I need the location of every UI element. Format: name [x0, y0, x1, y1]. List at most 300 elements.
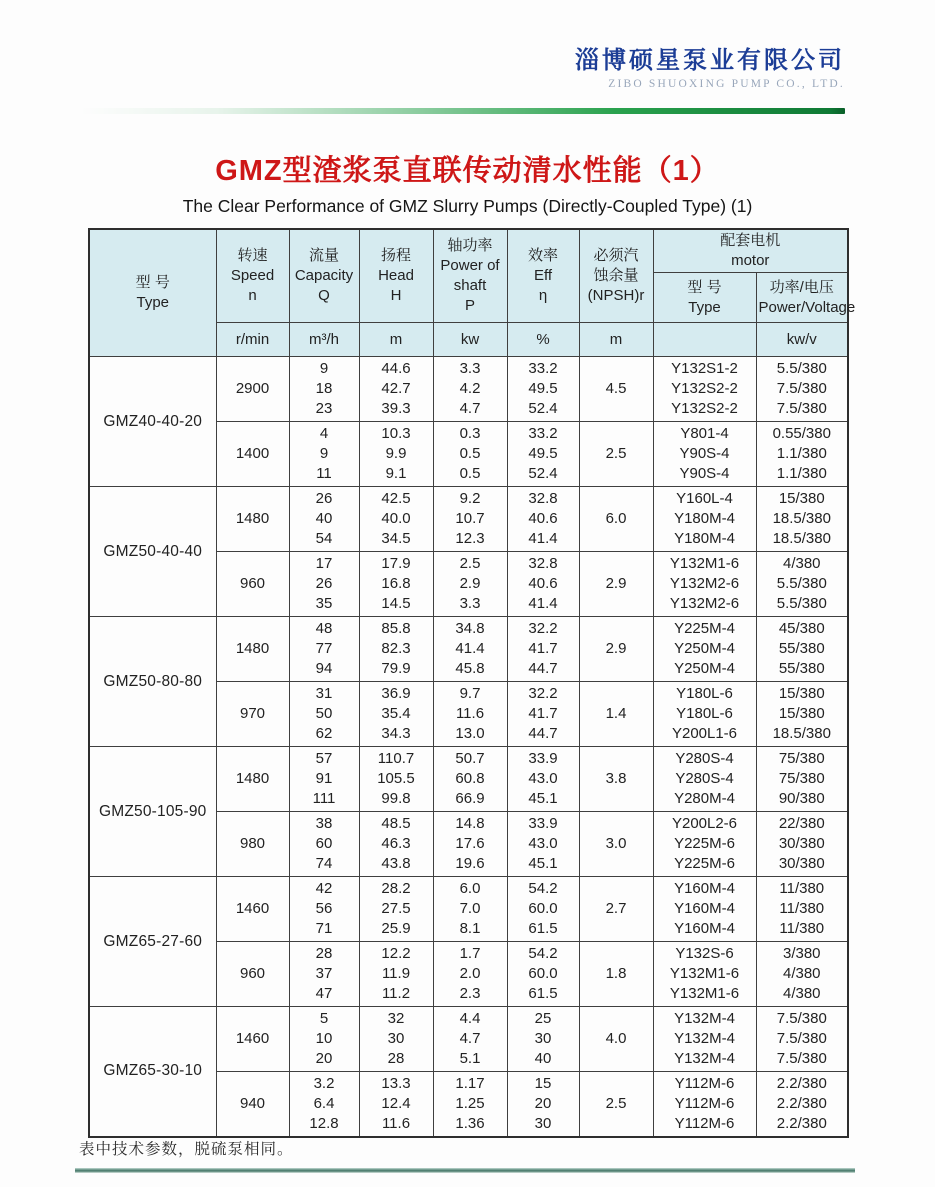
cell-line: 0.3 — [459, 425, 481, 442]
cell-line: 7.5/380 — [776, 380, 827, 397]
cell-line: Y132M1-6 — [669, 965, 740, 982]
cell-line: 5.1 — [459, 1050, 481, 1067]
cell-line: 2.0 — [459, 965, 481, 982]
shaft-power-cell — [433, 877, 507, 942]
cell-line: 28 — [315, 945, 333, 962]
cell-line: 52.4 — [528, 465, 558, 482]
cell-line: 75/380 — [778, 770, 825, 787]
col-header-line: Power of — [440, 257, 500, 274]
cell-line: Y225M-6 — [674, 855, 735, 872]
motor-pv-cell — [756, 747, 848, 812]
motor-pv-cell — [756, 682, 848, 747]
motor-type-cell — [653, 942, 756, 1007]
cell-line: 45.1 — [528, 790, 558, 807]
cell-line: 1.25 — [455, 1094, 485, 1112]
col-header-line: 功率/电压 — [769, 278, 834, 296]
cell-line: 11/380 — [779, 920, 825, 937]
capacity-cell — [289, 682, 359, 747]
shaft-power-cell — [433, 812, 507, 877]
cell-line: Y90S-4 — [679, 445, 730, 462]
motor-type-cell — [653, 1007, 756, 1072]
cell-line: 7.5/380 — [776, 400, 827, 417]
cell-line: Y132M-4 — [674, 1030, 735, 1047]
pump-type: GMZ65-30-10 — [89, 1007, 216, 1137]
cell-line: 110.7 — [377, 750, 415, 767]
motor-type-cell — [653, 487, 756, 552]
cell-line: 13.0 — [455, 725, 485, 742]
cell-line: 32.2 — [528, 685, 558, 702]
col-header-line: Type — [688, 298, 721, 316]
cell-line: Y180M-4 — [674, 530, 735, 547]
cell-line: 5 — [319, 1010, 329, 1027]
col-header-line: 转速 — [237, 247, 268, 264]
cell-line: 14.8 — [455, 815, 485, 832]
col-header-line: 型 号 — [687, 278, 722, 296]
head-cell — [359, 942, 433, 1007]
cell-line: 12.2 — [381, 945, 411, 962]
col-header-line: 型 号 — [135, 274, 170, 291]
col-header-shaft-power — [433, 229, 507, 323]
cell-line: 1400 — [235, 445, 270, 462]
cell-line: 13.3 — [381, 1074, 411, 1092]
cell-line: 42 — [315, 880, 333, 897]
cell-line: 10.7 — [455, 510, 485, 527]
motor-pv-cell — [756, 942, 848, 1007]
cell-line: 35 — [315, 595, 333, 612]
cell-line: 1460 — [235, 900, 270, 917]
cell-line: 2.9 — [459, 575, 481, 592]
shaft-power-cell — [433, 422, 507, 487]
cell-line: 45.1 — [528, 855, 558, 872]
cell-line: 2.2/380 — [776, 1074, 827, 1092]
head-cell — [359, 1072, 433, 1137]
pump-type: GMZ50-105-90 — [89, 747, 216, 877]
col-header-head — [359, 229, 433, 323]
cell-line: 60.8 — [455, 770, 485, 787]
col-header-npsh — [579, 229, 653, 323]
cell-line: 17 — [315, 555, 333, 572]
cell-line: 1480 — [235, 510, 270, 527]
cell-line: 9 — [319, 360, 329, 377]
cell-line: Y132S2-2 — [671, 380, 738, 397]
cell-line: 42.7 — [381, 380, 411, 397]
cell-line: 3/380 — [782, 945, 821, 962]
cell-line: 74 — [315, 855, 333, 872]
npsh-cell — [579, 942, 653, 1007]
pump-type: GMZ40-40-20 — [89, 357, 216, 487]
cell-line: 16.8 — [381, 575, 411, 592]
cell-line: 14.5 — [381, 595, 411, 612]
capacity-cell — [289, 812, 359, 877]
col-header-line: 流量 — [308, 247, 339, 264]
cell-line: 12.4 — [381, 1094, 411, 1112]
eff-cell — [507, 877, 579, 942]
col-header-speed — [216, 229, 289, 323]
cell-line: 48 — [315, 620, 333, 637]
cell-line: 2.3 — [459, 985, 481, 1002]
cell-line: 2.2/380 — [776, 1114, 827, 1132]
cell-line: 1.7 — [459, 945, 481, 962]
col-header-line: Power/Voltage — [758, 298, 856, 316]
cell-line: 37 — [315, 965, 333, 982]
shaft-power-cell — [433, 1007, 507, 1072]
capacity-cell — [289, 747, 359, 812]
unit-capacity: m³/h — [289, 323, 359, 357]
cell-line: 34.5 — [381, 530, 411, 547]
cell-line: 50.7 — [455, 750, 485, 767]
motor-pv-cell — [756, 552, 848, 617]
cell-line: 91 — [315, 770, 333, 787]
cell-line: 40.6 — [528, 575, 558, 592]
cell-line: 9.2 — [459, 490, 481, 507]
speed-cell — [216, 487, 289, 552]
cell-line: 18.5/380 — [772, 725, 831, 742]
shaft-power-cell — [433, 1072, 507, 1137]
cell-line: 2.7 — [605, 900, 627, 917]
cell-line: Y180L-6 — [676, 685, 733, 702]
motor-type-cell — [653, 422, 756, 487]
cell-line: Y132M1-6 — [669, 985, 740, 1002]
cell-line: 111 — [312, 790, 336, 807]
cell-line: 44.6 — [381, 360, 411, 377]
cell-line: 44.7 — [528, 725, 558, 742]
capacity-cell — [289, 552, 359, 617]
cell-line: 11.9 — [381, 965, 411, 982]
cell-line: 30 — [534, 1114, 552, 1132]
cell-line: 60.0 — [528, 900, 558, 917]
cell-line: 41.7 — [528, 705, 558, 722]
col-header-line: motor — [731, 252, 770, 269]
cell-line: 90/380 — [778, 790, 825, 807]
col-header-line: 配套电机 — [720, 232, 781, 249]
cell-line: 11.6 — [381, 1114, 411, 1132]
col-header-line: Speed — [230, 267, 275, 284]
cell-line: Y132M2-6 — [669, 595, 740, 612]
head-cell — [359, 357, 433, 422]
cell-line: 31 — [315, 685, 333, 702]
cell-line: 61.5 — [528, 985, 558, 1002]
cell-line: 20 — [534, 1094, 552, 1112]
cell-line: 1480 — [235, 640, 270, 657]
cell-line: 30 — [387, 1030, 405, 1047]
footnote: 表中技术参数，脱硫泵相同。 — [79, 1141, 294, 1158]
cell-line: 50 — [315, 705, 333, 722]
cell-line: 34.8 — [455, 620, 485, 637]
pump-type: GMZ50-40-40 — [89, 487, 216, 617]
cell-line: 9 — [319, 445, 329, 462]
col-header-line: 效率 — [527, 247, 558, 264]
cell-line: 41.4 — [528, 530, 558, 547]
speed-cell — [216, 357, 289, 422]
cell-line: 1.17 — [455, 1074, 485, 1092]
motor-pv-cell — [756, 487, 848, 552]
cell-line: 1.8 — [605, 965, 627, 982]
unit-speed: r/min — [216, 323, 289, 357]
cell-line: Y160M-4 — [674, 880, 735, 897]
motor-pv-cell — [756, 357, 848, 422]
cell-line: 6.4 — [313, 1094, 335, 1112]
head-cell — [359, 422, 433, 487]
table-row — [89, 357, 848, 422]
cell-line: 52.4 — [528, 400, 558, 417]
cell-line: Y160L-4 — [676, 490, 733, 507]
col-header-line: Eff — [533, 267, 553, 284]
cell-line: Y90S-4 — [679, 465, 730, 482]
eff-cell — [507, 1007, 579, 1072]
cell-line: 55/380 — [778, 660, 825, 677]
speed-cell — [216, 552, 289, 617]
head-cell — [359, 1007, 433, 1072]
eff-cell — [507, 1072, 579, 1137]
cell-line: 33.2 — [528, 425, 558, 442]
cell-line: 43.0 — [528, 770, 558, 787]
cell-line: 99.8 — [381, 790, 411, 807]
speed-cell — [216, 682, 289, 747]
motor-pv-cell — [756, 812, 848, 877]
speed-cell — [216, 617, 289, 682]
col-header-line: η — [538, 287, 548, 304]
cell-line: Y225M-4 — [674, 620, 735, 637]
cell-line: 4.7 — [459, 400, 481, 417]
cell-line: 22/380 — [778, 815, 825, 832]
cell-line: 1480 — [235, 770, 270, 787]
npsh-cell — [579, 487, 653, 552]
capacity-cell — [289, 1007, 359, 1072]
cell-line: 2900 — [235, 380, 270, 397]
shaft-power-cell — [433, 682, 507, 747]
cell-line: 11/380 — [779, 880, 825, 897]
cell-line: 3.2 — [313, 1074, 335, 1092]
cell-line: 18 — [315, 380, 333, 397]
speed-cell — [216, 1072, 289, 1137]
cell-line: 4.2 — [459, 380, 481, 397]
cell-line: 34.3 — [381, 725, 411, 742]
shaft-power-cell — [433, 617, 507, 682]
speed-cell — [216, 747, 289, 812]
cell-line: 30 — [534, 1030, 552, 1047]
cell-line: 0.55/380 — [772, 425, 831, 442]
cell-line: Y132S1-2 — [671, 360, 738, 377]
table-row — [89, 747, 848, 812]
cell-line: 7.5/380 — [776, 1050, 827, 1067]
speed-cell — [216, 1007, 289, 1072]
eff-cell — [507, 617, 579, 682]
cell-line: 41.7 — [528, 640, 558, 657]
cell-line: Y112M-6 — [674, 1114, 735, 1132]
cell-line: Y250M-4 — [674, 640, 735, 657]
cell-line: 54.2 — [528, 945, 558, 962]
cell-line: 25.9 — [381, 920, 411, 937]
company-name-cn: 淄博硕星泵业有限公司 — [575, 47, 845, 74]
cell-line: 32.2 — [528, 620, 558, 637]
cell-line: 46.3 — [381, 835, 411, 852]
unit-motor-pv: kw/v — [756, 323, 848, 357]
cell-line: 94 — [315, 660, 333, 677]
cell-line: Y132M-4 — [674, 1050, 735, 1067]
cell-line: Y280M-4 — [674, 790, 735, 807]
cell-line: 38 — [315, 815, 333, 832]
cell-line: 3.3 — [459, 595, 481, 612]
cell-line: 10.3 — [381, 425, 411, 442]
col-header-line: H — [390, 287, 402, 304]
cell-line: 7.5/380 — [776, 1030, 827, 1047]
cell-line: 6.0 — [459, 880, 481, 897]
cell-line: 36.9 — [381, 685, 411, 702]
cell-line: 18.5/380 — [772, 530, 831, 547]
unit-shaft-power: kw — [433, 323, 507, 357]
capacity-cell — [289, 617, 359, 682]
motor-type-cell — [653, 357, 756, 422]
cell-line: Y180L-6 — [676, 705, 733, 722]
cell-line: 4.7 — [459, 1030, 481, 1047]
cell-line: 15/380 — [778, 685, 825, 702]
col-header-line: shaft — [453, 277, 487, 294]
npsh-cell — [579, 812, 653, 877]
cell-line: Y132M-4 — [674, 1010, 735, 1027]
cell-line: Y132S-6 — [675, 945, 734, 962]
col-header-line: 必须汽 — [593, 247, 639, 264]
col-header-type — [89, 229, 216, 357]
npsh-cell — [579, 1072, 653, 1137]
performance-table — [88, 228, 856, 1138]
company-header — [575, 46, 845, 90]
cell-line: 940 — [239, 1094, 266, 1112]
col-header-line: Q — [318, 287, 330, 304]
eff-cell — [507, 552, 579, 617]
npsh-cell — [579, 422, 653, 487]
shaft-power-cell — [433, 552, 507, 617]
cell-line: 5.5/380 — [776, 595, 827, 612]
npsh-cell — [579, 552, 653, 617]
shaft-power-cell — [433, 942, 507, 1007]
cell-line: 56 — [315, 900, 333, 917]
cell-line: Y160M-4 — [674, 900, 735, 917]
cell-line: 2.5 — [605, 445, 627, 462]
col-header-line: 轴功率 — [447, 237, 493, 254]
speed-cell — [216, 877, 289, 942]
cell-line: 25 — [534, 1010, 552, 1027]
pump-type: GMZ50-80-80 — [89, 617, 216, 747]
cell-line: 49.5 — [528, 380, 558, 397]
cell-line: 1.36 — [455, 1114, 485, 1132]
npsh-cell — [579, 747, 653, 812]
table-row — [89, 617, 848, 682]
cell-line: Y200L1-6 — [671, 725, 738, 742]
cell-line: 105.5 — [377, 770, 415, 787]
cell-line: 40.0 — [381, 510, 411, 527]
footer-accent-line — [75, 1168, 855, 1173]
col-header-motor-type — [653, 273, 756, 323]
cell-line: 35.4 — [381, 705, 411, 722]
col-header-line: Type — [136, 294, 170, 311]
cell-line: 27.5 — [381, 900, 411, 917]
cell-line: Y280S-4 — [675, 770, 734, 787]
cell-line: 970 — [239, 705, 266, 722]
cell-line: 7.0 — [459, 900, 481, 917]
cell-line: 33.9 — [528, 815, 558, 832]
shaft-power-cell — [433, 487, 507, 552]
cell-line: 32.8 — [528, 490, 558, 507]
cell-line: 6.0 — [605, 510, 627, 527]
cell-line: 43.8 — [381, 855, 411, 872]
cell-line: 2.2/380 — [776, 1094, 827, 1112]
cell-line: 18.5/380 — [772, 510, 831, 527]
cell-line: 57 — [315, 750, 333, 767]
motor-type-cell — [653, 682, 756, 747]
cell-line: 32 — [387, 1010, 405, 1027]
capacity-cell — [289, 422, 359, 487]
col-header-motor-pv — [756, 273, 856, 323]
page-subtitle: The Clear Performance of GMZ Slurry Pumps (Directly-Coupled Type) (1) — [182, 196, 753, 216]
table-body — [89, 357, 848, 1137]
cell-line: 5.5/380 — [776, 360, 827, 377]
eff-cell — [507, 942, 579, 1007]
capacity-cell — [289, 357, 359, 422]
motor-pv-cell — [756, 877, 848, 942]
cell-line: 20 — [315, 1050, 333, 1067]
motor-type-cell — [653, 747, 756, 812]
cell-line: 17.6 — [455, 835, 485, 852]
cell-line: 4.0 — [605, 1030, 627, 1047]
cell-line: Y160M-4 — [674, 920, 735, 937]
eff-cell — [507, 682, 579, 747]
cell-line: 11.2 — [381, 985, 411, 1002]
cell-line: 0.5 — [459, 445, 481, 462]
cell-line: 40 — [315, 510, 333, 527]
cell-line: 85.8 — [381, 620, 411, 637]
cell-line: 11 — [316, 465, 332, 482]
cell-line: 2.5 — [459, 555, 481, 572]
motor-pv-cell — [756, 1007, 848, 1072]
capacity-cell — [289, 942, 359, 1007]
cell-line: 82.3 — [381, 640, 411, 657]
cell-line: 55/380 — [778, 640, 825, 657]
head-cell — [359, 747, 433, 812]
eff-cell — [507, 357, 579, 422]
cell-line: 66.9 — [455, 790, 485, 807]
cell-line: 26 — [315, 575, 333, 592]
col-header-line: Capacity — [294, 267, 354, 284]
eff-cell — [507, 747, 579, 812]
eff-cell — [507, 487, 579, 552]
npsh-cell — [579, 682, 653, 747]
col-header-capacity — [289, 229, 359, 323]
cell-line: 5.5/380 — [776, 575, 827, 592]
page-title: GMZ型渣浆泵直联传动清水性能（1） — [215, 155, 720, 187]
cell-line: Y280S-4 — [675, 750, 734, 767]
cell-line: 54 — [315, 530, 333, 547]
cell-line: Y801-4 — [680, 425, 729, 442]
col-header-line: (NPSH)r — [587, 287, 645, 304]
cell-line: 960 — [239, 575, 266, 592]
motor-type-cell — [653, 617, 756, 682]
cell-line: 19.6 — [455, 855, 485, 872]
cell-line: 26 — [315, 490, 333, 507]
cell-line: 79.9 — [381, 660, 411, 677]
cell-line: 33.9 — [528, 750, 558, 767]
unit-head: m — [359, 323, 433, 357]
speed-cell — [216, 812, 289, 877]
motor-type-cell — [653, 552, 756, 617]
cell-line: 11.6 — [455, 705, 485, 722]
cell-line: Y225M-6 — [674, 835, 735, 852]
pump-type: GMZ65-27-60 — [89, 877, 216, 1007]
unit-eff: % — [507, 323, 579, 357]
cell-line: 40.6 — [528, 510, 558, 527]
npsh-cell — [579, 877, 653, 942]
cell-line: 4.5 — [605, 380, 627, 397]
cell-line: 77 — [315, 640, 333, 657]
